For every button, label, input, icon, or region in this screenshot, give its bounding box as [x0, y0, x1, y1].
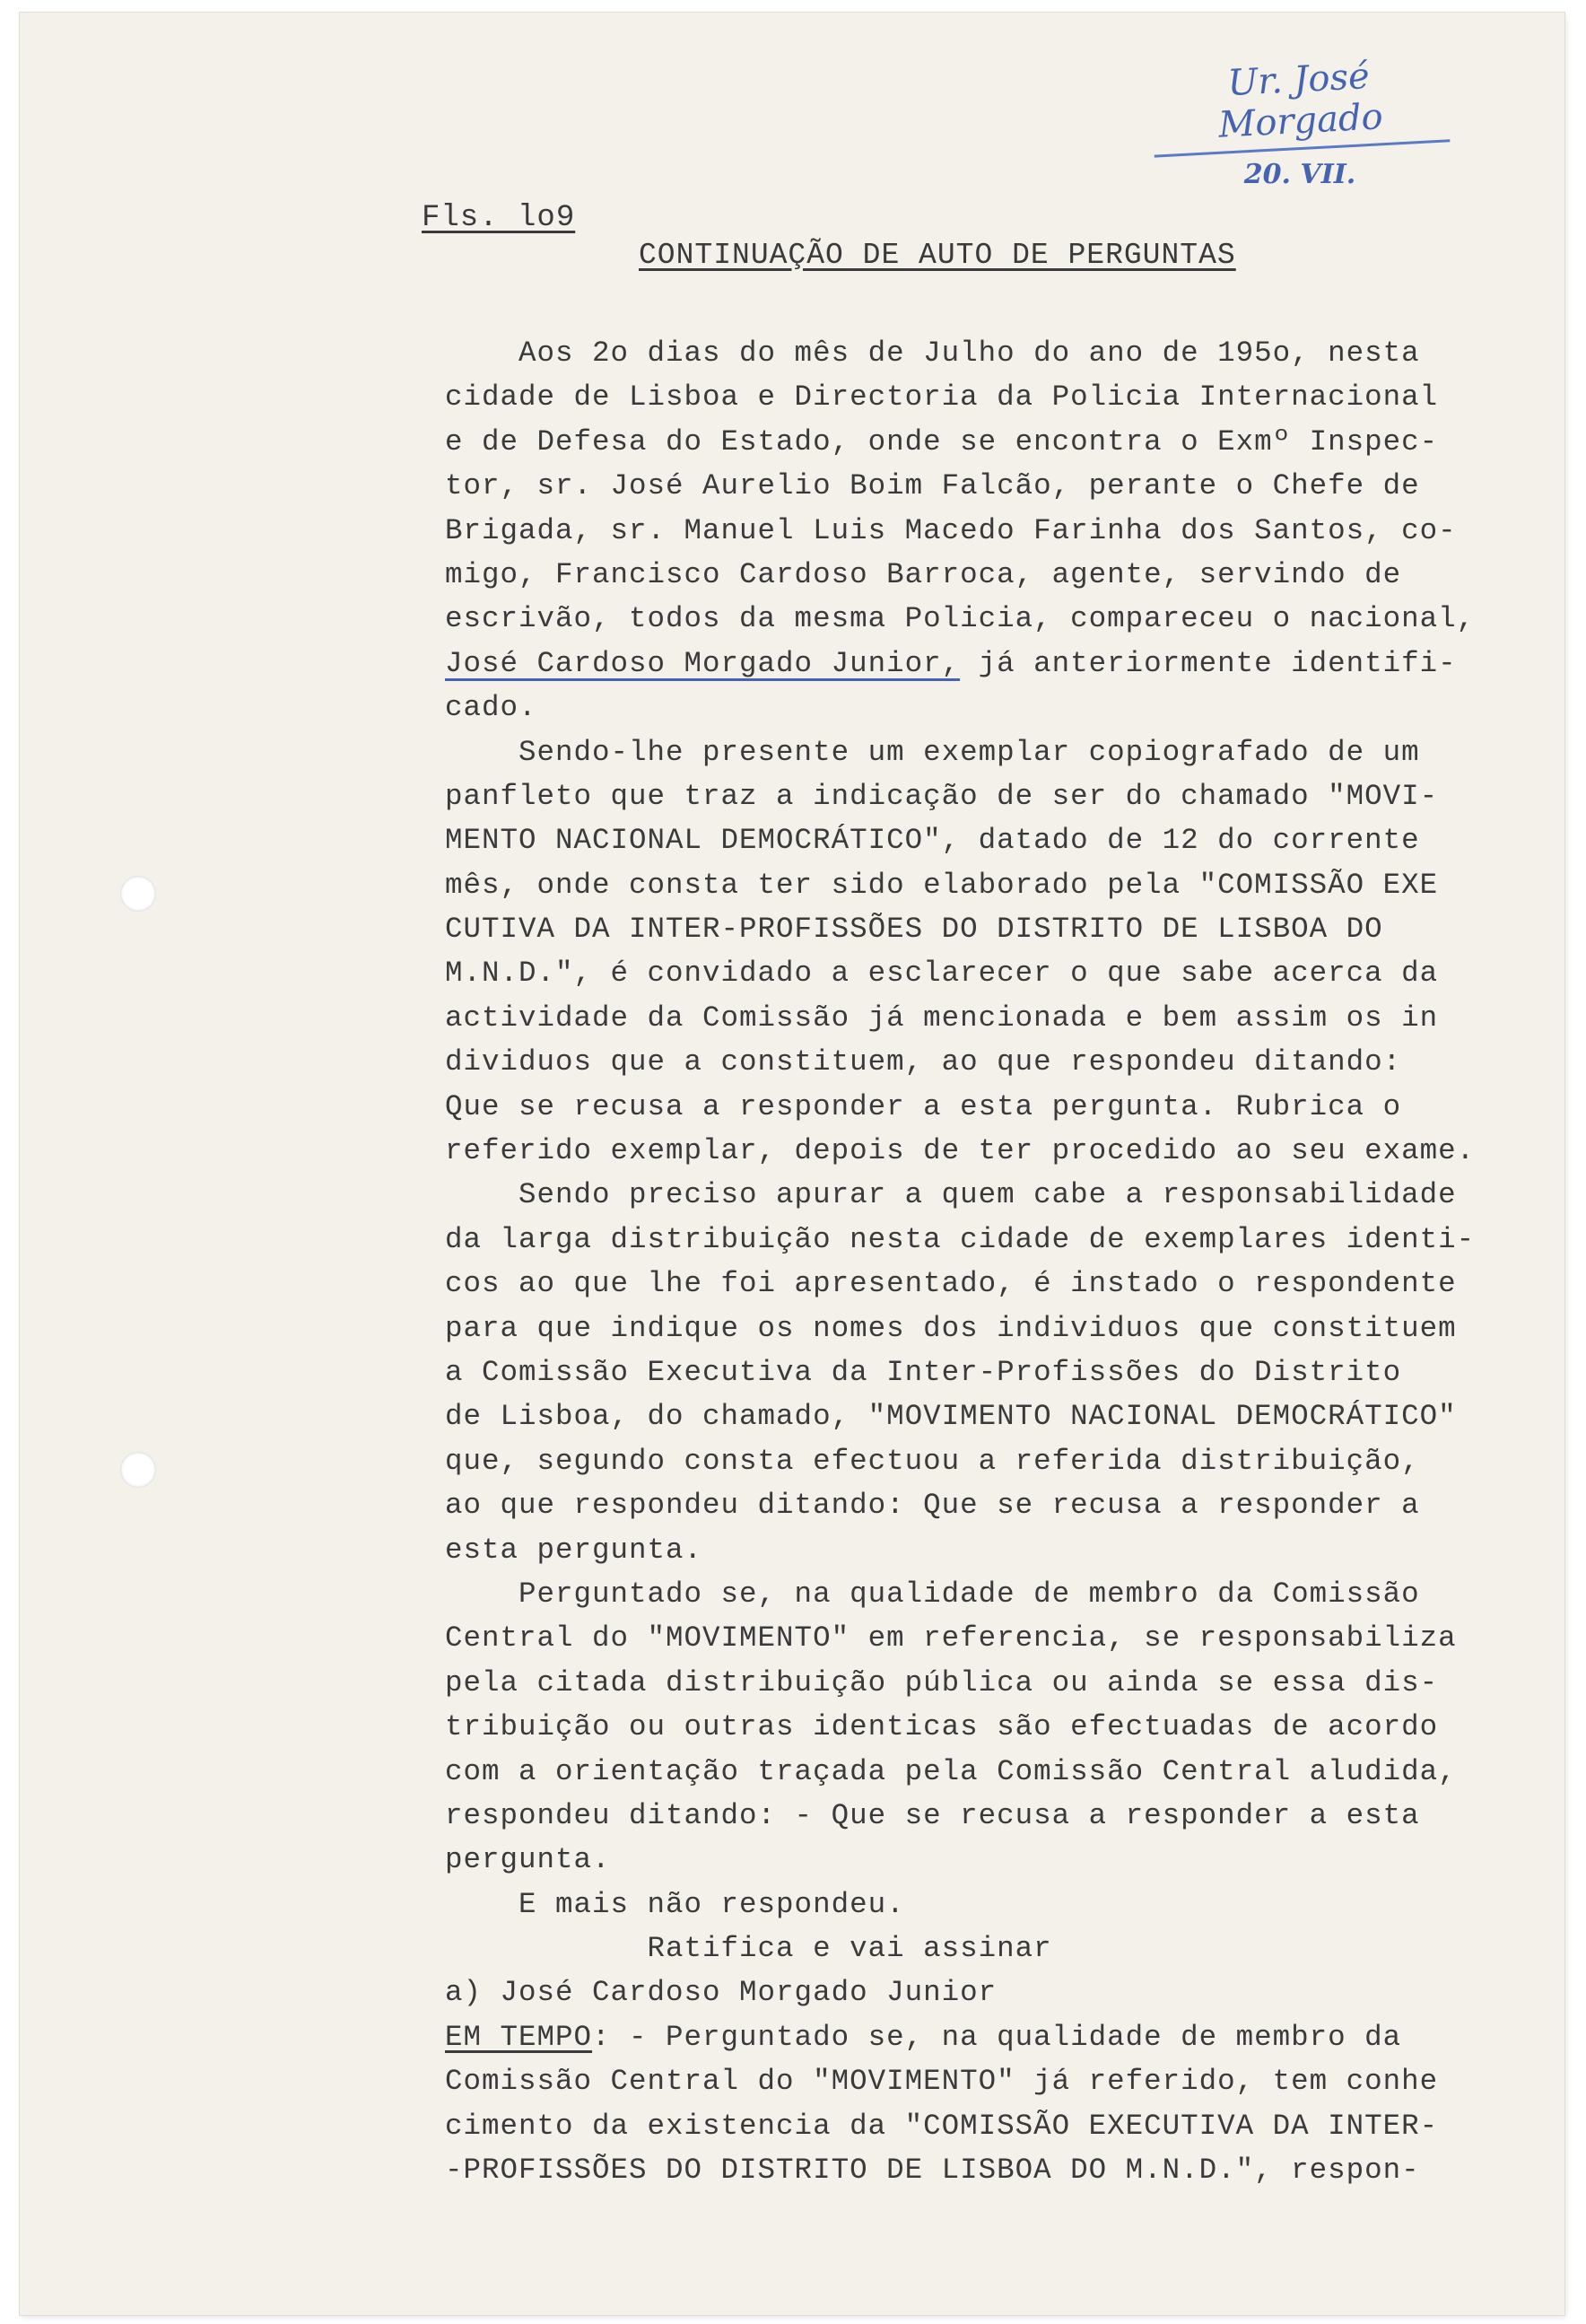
em-tempo-line — [445, 2015, 1566, 2059]
body-line: Ratifica e vai assinar — [445, 1932, 1052, 1966]
body-text — [445, 331, 1566, 2192]
body-line: ao que respondeu ditando: Que se recusa a responder a — [445, 1489, 1420, 1523]
body-line: esta pergunta. — [445, 1533, 703, 1567]
body-line-rest: já anteriormente identifi- — [960, 646, 1457, 680]
body-line: dividuos que a constituem, ao que respondeu ditando: — [445, 1045, 1402, 1079]
body-line: de Lisboa, do chamado, "MOVIMENTO NACIONAL DEMOCRÁTICO" — [445, 1400, 1457, 1434]
body-line: mês, onde consta ter sido elaborado pela "COMISSÃO EXE — [445, 868, 1439, 902]
body-line: tribuição ou outras identicas são efectuadas de acordo — [445, 1710, 1439, 1744]
handwritten-name: Ur. José Morgado — [1150, 51, 1451, 157]
body-line: E mais não respondeu. — [445, 1887, 905, 1921]
body-line: cos ao que lhe foi apresentado, é instado o respondente — [445, 1267, 1457, 1301]
body-line: Sendo preciso apurar a quem cabe a responsabilidade — [445, 1178, 1457, 1212]
punch-hole — [120, 1452, 156, 1488]
body-line: Que se recusa a responder a esta pergunta. Rubrica o — [445, 1089, 1402, 1123]
signature-line: a) José Cardoso Morgado Junior — [445, 1976, 998, 2010]
body-line: CUTIVA DA INTER-PROFISSÕES DO DISTRITO DE LISBOA DO — [445, 913, 1383, 947]
body-line: a Comissão Executiva da Inter-Profissões do Distrito — [445, 1355, 1402, 1389]
body-line: Sendo-lhe presente um exemplar copiografado de um — [445, 735, 1420, 769]
body-line: Perguntado se, na qualidade de membro da Comissão — [445, 1577, 1420, 1611]
body-line: MENTO NACIONAL DEMOCRÁTICO", datado de 12 do corrente — [445, 824, 1420, 858]
handwritten-annotation — [1152, 55, 1448, 190]
body-line-rest: : - Perguntado se, na qualidade de membro da — [592, 2020, 1402, 2054]
body-line: para que indique os nomes dos individuos que constituem — [445, 1311, 1457, 1345]
body-line: e de Defesa do Estado, onde se encontra o Exmº Inspec- — [445, 424, 1439, 459]
body-line: escrivão, todos da mesma Policia, compareceu o nacional, — [445, 602, 1476, 636]
body-line: Comissão Central do "MOVIMENTO" já referido, tem conhe — [445, 2065, 1439, 2099]
body-line: Brigada, sr. Manuel Luis Macedo Farinha dos Santos, co- — [445, 513, 1457, 547]
body-line: panfleto que traz a indicação de ser do chamado "MOVI- — [445, 779, 1439, 813]
body-line: cado. — [445, 691, 537, 725]
body-line: com a orientação traçada pela Comissão Central aludida, — [445, 1754, 1457, 1788]
folio-number: Fls. lo9 — [422, 201, 576, 235]
body-line: que, segundo consta efectuou a referida distribuição, — [445, 1444, 1420, 1478]
body-line: -PROFISSÕES DO DISTRITO DE LISBOA DO M.N.D.", respon- — [445, 2154, 1420, 2188]
body-line: respondeu ditando: - Que se recusa a responder a esta — [445, 1798, 1420, 1832]
underlined-name: José Cardoso Morgado Junior, — [445, 646, 961, 680]
body-line-with-name — [445, 642, 1566, 686]
body-line: tor, sr. José Aurelio Boim Falcão, perante o Chefe de — [445, 469, 1420, 503]
body-line: Central do "MOVIMENTO" em referencia, se responsabiliza — [445, 1621, 1457, 1656]
punch-hole — [120, 876, 156, 912]
handwritten-date: 20. VII. — [1243, 159, 1356, 190]
body-line: cimento da existencia da "COMISSÃO EXECUTIVA DA INTER- — [445, 2109, 1439, 2143]
body-line: migo, Francisco Cardoso Barroca, agente, servindo de — [445, 557, 1402, 591]
body-line: referido exemplar, depois de ter procedido ao seu exame. — [445, 1134, 1476, 1168]
body-line: Aos 2o dias do mês de Julho do ano de 195o, nesta — [445, 336, 1420, 370]
em-tempo-label: EM TEMPO — [445, 2020, 593, 2054]
document-title: CONTINUAÇÃO DE AUTO DE PERGUNTAS — [639, 239, 1236, 272]
body-line: pergunta. — [445, 1843, 611, 1877]
body-line: cidade de Lisboa e Directoria da Policia Internacional — [445, 380, 1439, 415]
document-sheet — [20, 13, 1564, 2315]
body-line: da larga distribuição nesta cidade de exemplares identi- — [445, 1222, 1476, 1256]
body-line: pela citada distribuição pública ou ainda se essa dis- — [445, 1665, 1439, 1699]
body-line: M.N.D.", é convidado a esclarecer o que sabe acerca da — [445, 957, 1439, 991]
body-line: actividade da Comissão já mencionada e bem assim os in — [445, 1000, 1439, 1035]
